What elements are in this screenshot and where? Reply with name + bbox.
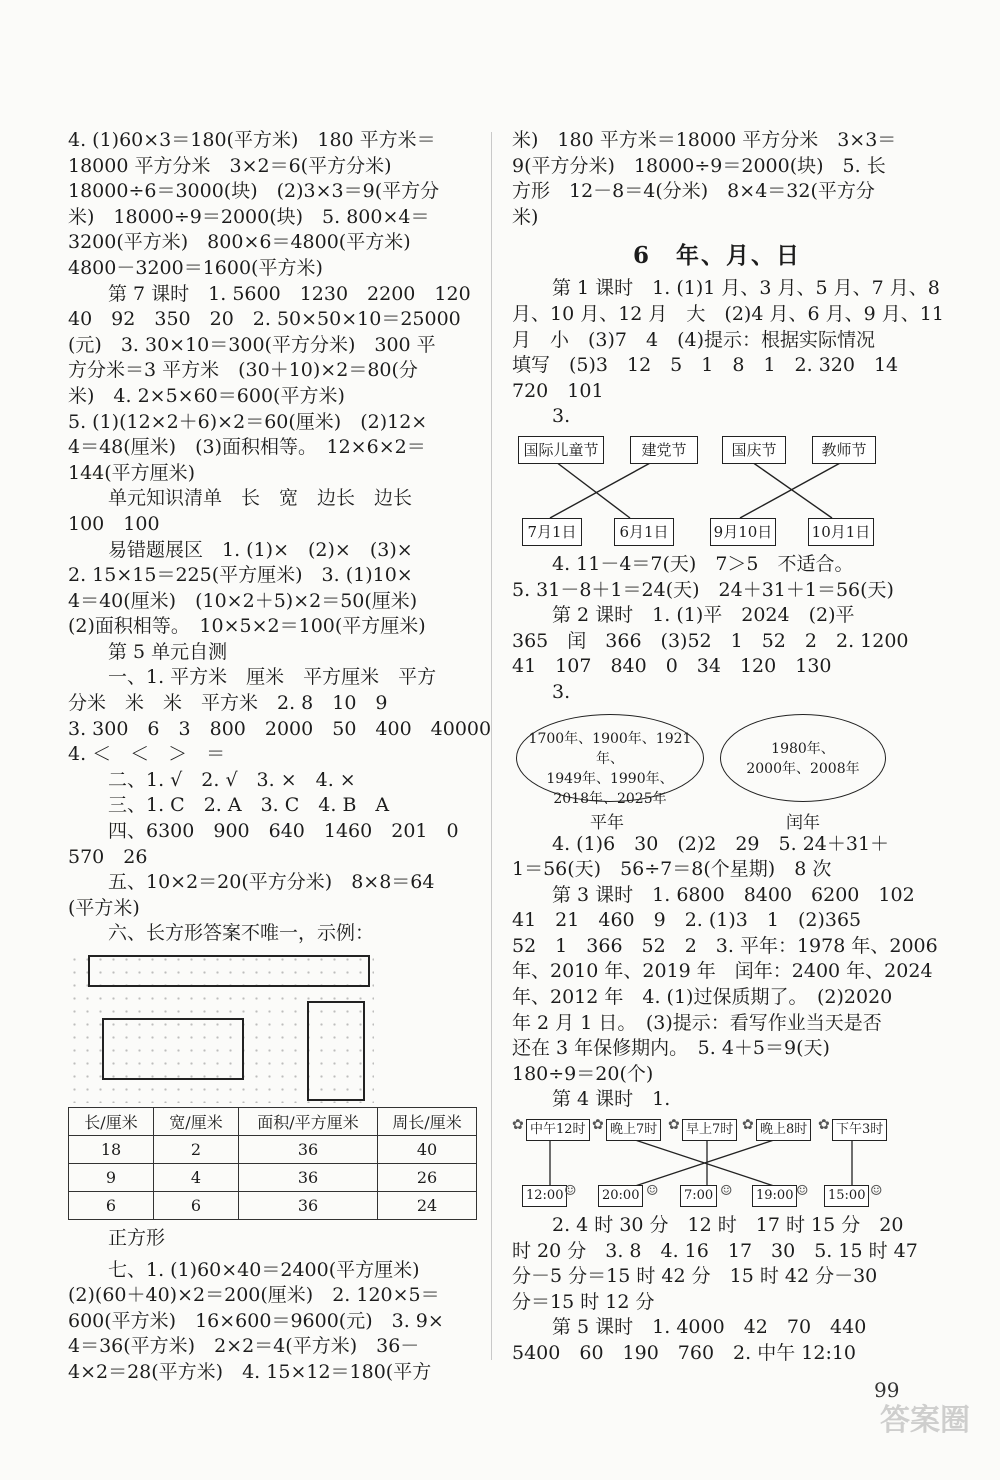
answer-line: 3. xyxy=(552,680,571,703)
table-cell: 36 xyxy=(239,1192,378,1220)
leap-year-ovals xyxy=(512,712,882,833)
date-jul-1: 7月1日 xyxy=(522,518,582,546)
common-year-entry: 2018年、2025年 xyxy=(553,790,667,807)
festival-teacher: 教师节 xyxy=(812,436,876,464)
table-header-cell: 长/厘米 xyxy=(69,1108,154,1136)
answer-line: 4800－3200＝1600(平方米) xyxy=(68,256,323,279)
answer-block-area-problems xyxy=(68,128,478,282)
answer-line: 4. 11－4＝7(天) 7＞5 不适合。 xyxy=(552,552,854,575)
answer-line: 3. 300 6 3 800 2000 50 400 40000 xyxy=(68,717,492,740)
table-header-row xyxy=(69,1108,477,1136)
table-header-cell: 周长/厘米 xyxy=(378,1108,477,1136)
watermark-logo: 答案圈 xyxy=(880,1403,970,1438)
answer-line: 米) xyxy=(512,205,539,228)
answer-line: 100 100 xyxy=(68,512,160,535)
clock-icon: ☺ xyxy=(646,1183,659,1200)
answer-line: 填写 (5)3 12 5 1 8 1 2. 320 14 xyxy=(512,354,899,377)
answer-line: 月 小 (3)7 4 (4)提示：根据实际情况 xyxy=(512,328,876,351)
answer-line: 144(平方厘米) xyxy=(68,461,196,484)
table-header-cell: 宽/厘米 xyxy=(154,1108,239,1136)
answer-line: 米) 4. 2×5×60＝600(平方米) xyxy=(68,384,345,407)
answer-line: 二、1. √ 2. √ 3. × 4. × xyxy=(108,768,356,791)
leap-year-oval xyxy=(720,714,886,802)
time-noon-12: 中午12时 xyxy=(526,1119,590,1141)
answer-line: 720 101 xyxy=(512,379,604,402)
answer-line: 600(平方米) 16×600＝9600(元) 3. 9× xyxy=(68,1309,444,1332)
table-cell: 36 xyxy=(239,1136,378,1164)
table-header-cell: 面积/平方厘米 xyxy=(239,1108,378,1136)
common-year-label: 平年 xyxy=(590,812,624,833)
time-evening-7: 晚上7时 xyxy=(606,1119,661,1141)
table-cell: 26 xyxy=(378,1164,477,1192)
festival-matching-diagram xyxy=(512,434,872,546)
time-evening-8: 晚上8时 xyxy=(756,1119,811,1141)
answer-line: 第 2 课时 1. (1)平 2024 (2)平 xyxy=(552,604,855,627)
answer-line: 四、6300 900 640 1460 201 0 xyxy=(108,820,459,843)
answer-line: 方形 12－8＝4(分米) 8×4＝32(平方分 xyxy=(512,180,875,203)
answer-line: 41 107 840 0 34 120 130 xyxy=(512,655,832,678)
table-cell: 24 xyxy=(378,1192,477,1220)
answer-line: 2. 15×15＝225(平方厘米) 3. (1)10× xyxy=(68,564,413,587)
festival-children: 国际儿童节 xyxy=(518,436,604,464)
answer-line: 41 21 460 9 2. (1)3 1 (2)365 xyxy=(512,909,862,932)
page-number: 99 xyxy=(874,1378,900,1402)
rectangle-18x2 xyxy=(88,955,370,987)
clock-icon: ☺ xyxy=(796,1183,809,1200)
answer-line: 分＝15 时 12 分 xyxy=(512,1290,655,1313)
answer-block-continued xyxy=(512,128,922,230)
answer-line: 年 2 月 1 日。 (3)提示：看写作业当天是否 xyxy=(512,1011,882,1034)
answer-line: 3200(平方米) 800×6＝4800(平方米) xyxy=(68,231,411,254)
answer-block-part-7 xyxy=(68,1258,478,1386)
table-cell: 2 xyxy=(154,1136,239,1164)
table-cell: 6 xyxy=(154,1192,239,1220)
grid-rectangle-figure xyxy=(68,953,374,1103)
left-column xyxy=(68,128,492,1386)
answer-line: 第 4 课时 1. xyxy=(552,1088,671,1111)
answer-line: 月、10 月、12 月 大 (2)4 月、6 月、9 月、11 xyxy=(512,302,944,325)
time-afternoon-3: 下午3时 xyxy=(832,1119,887,1141)
common-year-oval xyxy=(516,714,704,807)
answer-line: 第 5 课时 1. 4000 42 70 440 xyxy=(552,1316,867,1339)
answer-line: 一、1. 平方米 厘米 平方厘米 平方 xyxy=(108,666,437,689)
clock-12-00: 12:00 xyxy=(522,1185,567,1207)
answer-line: 18000÷6＝3000(块) (2)3×3＝9(平方分 xyxy=(68,180,440,203)
date-sep-10: 9月10日 xyxy=(710,518,776,546)
answer-line: 第 5 单元自测 xyxy=(108,640,228,663)
answer-line: 时 20 分 3. 8 4. 16 17 30 5. 15 时 47 xyxy=(512,1239,918,1262)
answer-line: 1＝56(天) 56÷7＝8(个星期) 8 次 xyxy=(512,858,832,881)
clock-7-00: 7:00 xyxy=(680,1185,717,1207)
table-cell: 4 xyxy=(154,1164,239,1192)
answer-line: 9(平方分米) 18000÷9＝2000(块) 5. 长 xyxy=(512,154,886,177)
table-cell: 40 xyxy=(378,1136,477,1164)
sun-icon: ✿ xyxy=(668,1117,680,1134)
area-perimeter-table xyxy=(68,1107,477,1220)
answer-line: 5. 31－8＋1＝24(天) 24＋31＋1＝56(天) xyxy=(512,578,894,601)
answer-line: 三、1. C 2. A 3. C 4. B A xyxy=(108,794,390,817)
answer-block-error-prone xyxy=(68,538,478,640)
clock-icon: ☺ xyxy=(870,1183,883,1200)
answer-block-lesson-4-5 xyxy=(512,1213,922,1367)
answer-line: 年、2010 年、2019 年 闰年：2400 年、2024 xyxy=(512,960,933,983)
answer-block-lesson-3 xyxy=(512,832,938,1114)
answer-block-lesson-2 xyxy=(512,552,922,706)
answer-line: 4＝36(平方米) 2×2＝4(平方米) 36－ xyxy=(68,1335,420,1358)
sun-icon: ✿ xyxy=(592,1117,604,1134)
answer-line: (2)(60＋40)×2＝200(厘米) 2. 120×5＝ xyxy=(68,1284,440,1307)
answer-line: 第 1 课时 1. (1)1 月、3 月、5 月、7 月、8 xyxy=(552,277,940,300)
clock-icon: ☺ xyxy=(564,1183,577,1200)
common-year-entry: 1700年、1900年、1921年、 xyxy=(528,730,692,767)
sun-icon: ✿ xyxy=(512,1117,524,1134)
answer-line: 365 闰 366 (3)52 1 52 2 2. 1200 xyxy=(512,629,909,652)
answer-line: 4＝40(厘米) (10×2＋5)×2＝50(厘米) xyxy=(68,589,418,612)
rectangle-9x4 xyxy=(102,1018,244,1080)
answer-line: 570 26 xyxy=(68,845,148,868)
answer-line: 易错题展区 1. (1)× (2)× (3)× xyxy=(108,538,413,561)
right-column xyxy=(512,128,944,1367)
answer-block-unit-5-test xyxy=(68,640,492,947)
festival-national: 国庆节 xyxy=(722,436,786,464)
answer-line: (2)面积相等。 10×5×2＝100(平方厘米) xyxy=(68,615,426,638)
table-row xyxy=(69,1136,477,1164)
answer-block-knowledge-list xyxy=(68,486,478,537)
answer-line: 5. (1)(12×2＋6)×2＝60(厘米) (2)12× xyxy=(68,410,428,433)
answer-block-lesson-7 xyxy=(68,282,478,487)
festival-party: 建党节 xyxy=(630,436,698,464)
table-cell: 6 xyxy=(69,1192,154,1220)
answer-line: 第 3 课时 1. 6800 8400 6200 102 xyxy=(552,883,915,906)
answer-line: 五、10×2＝20(平方分米) 8×8＝64 xyxy=(108,871,435,894)
answer-line: 52 1 366 52 2 3. 平年：1978 年、2006 xyxy=(512,934,938,957)
answer-line: 方分米＝3 平方米 (30＋10)×2＝80(分 xyxy=(68,359,418,382)
clock-19-00: 19:00 xyxy=(752,1185,797,1207)
clock-20-00: 20:00 xyxy=(598,1185,643,1207)
answer-line: 4. ＜ ＜ ＞ ＝ xyxy=(68,743,226,766)
answer-line: 4×2＝28(平方米) 4. 15×12＝180(平方 xyxy=(68,1360,432,1383)
answer-line: 分米 米 米 平方米 2. 8 10 9 xyxy=(68,692,388,715)
answer-line: 4. (1)60×3＝180(平方米) 180 平方米＝ xyxy=(68,129,436,151)
date-oct-1: 10月1日 xyxy=(808,518,874,546)
answer-line: (元) 3. 30×10＝300(平方分米) 300 平 xyxy=(68,333,436,356)
answer-line: 180÷9＝20(个) xyxy=(512,1062,654,1085)
answer-line: 40 92 350 20 2. 50×50×10＝25000 xyxy=(68,308,461,331)
clock-15-00: 15:00 xyxy=(824,1185,869,1207)
answer-line: 5400 60 190 760 2. 中午 12:10 xyxy=(512,1342,857,1364)
chapter-title: 6 年、月、日 xyxy=(632,242,801,270)
answer-line: 单元知识清单 长 宽 边长 边长 xyxy=(108,487,413,510)
answer-line: 3. xyxy=(552,405,571,428)
answer-line: 米) 18000÷9＝2000(块) 5. 800×4＝ xyxy=(68,205,430,228)
answer-line: 七、1. (1)60×40＝2400(平方厘米) xyxy=(108,1258,420,1281)
answer-line: 六、长方形答案不唯一，示例： xyxy=(108,922,375,945)
answer-line: 第 7 课时 1. 5600 1230 2200 120 xyxy=(108,282,471,305)
sun-icon: ✿ xyxy=(742,1117,754,1134)
answer-line: 2. 4 时 30 分 12 时 17 时 15 分 20 xyxy=(552,1214,904,1237)
leap-year-entry: 1980年、 xyxy=(771,740,835,757)
answer-line: 分－5 分＝15 时 42 分 15 时 42 分－30 xyxy=(512,1265,878,1288)
square-6x6 xyxy=(307,1001,365,1101)
clock-icon: ☺ xyxy=(720,1183,733,1200)
table-cell: 36 xyxy=(239,1164,378,1192)
answer-square: 正方形 xyxy=(108,1227,166,1249)
column-divider xyxy=(491,132,492,1360)
answer-block-lesson-1 xyxy=(512,276,944,430)
answer-line: 米) 180 平方米＝18000 平方分米 3×3＝ xyxy=(512,129,897,151)
leap-year-label: 闰年 xyxy=(786,812,820,833)
sun-icon: ✿ xyxy=(818,1117,830,1134)
table-row xyxy=(69,1192,477,1220)
time-morning-7: 早上7时 xyxy=(682,1119,737,1141)
answer-line: 4＝48(厘米) (3)面积相等。 12×6×2＝ xyxy=(68,436,426,459)
table-row xyxy=(69,1164,477,1192)
answer-line: 18000 平方分米 3×2＝6(平方分米) xyxy=(68,154,392,177)
table-cell: 18 xyxy=(69,1136,154,1164)
date-jun-1: 6月1日 xyxy=(614,518,674,546)
answer-line: (平方米) xyxy=(68,896,140,919)
table-cell: 9 xyxy=(69,1164,154,1192)
answer-line: 4. (1)6 30 (2)2 29 5. 24＋31＋ xyxy=(552,832,890,855)
leap-year-entry: 2000年、2008年 xyxy=(746,760,860,777)
answer-line: 还在 3 年保修期内。 5. 4＋5＝9(天) xyxy=(512,1037,830,1060)
time-matching-diagram xyxy=(512,1117,892,1209)
answer-line: 年、2012 年 4. (1)过保质期了。 (2)2020 xyxy=(512,986,893,1009)
common-year-entry: 1949年、1990年、 xyxy=(546,770,674,787)
